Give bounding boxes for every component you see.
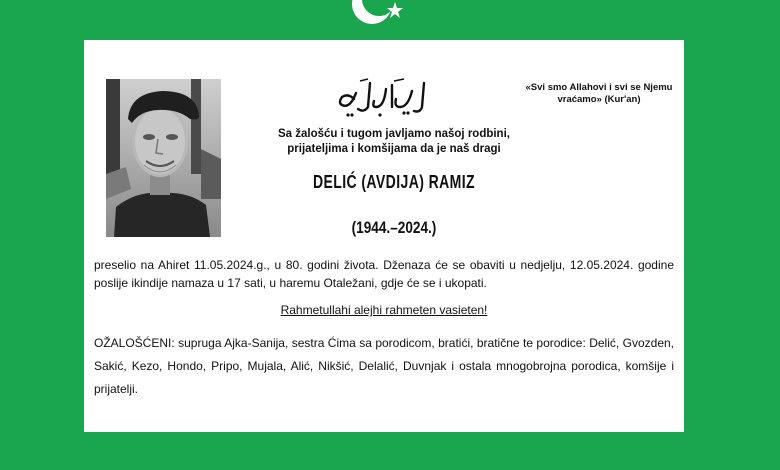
svg-text:اِرْتَحَلَ دَارِبَقَا: اِرْتَحَلَ دَارِبَقَا xyxy=(334,77,340,78)
announcement-text: preselio na Ahiret 11.05.2024.g., u 80. godini života. Dženaza će se obaviti u nedjelju, 12.05.2024. godine poslije ikindije namaza u 17 sati, u haremu Otaležani, gdje će se i ukopati. xyxy=(94,258,674,290)
deceased-name: DELIĆ (AVDIJA) RAMIZ xyxy=(313,172,475,192)
quote-source: (Kur'an) xyxy=(604,94,641,105)
quran-quote xyxy=(524,82,674,106)
crescent-star-icon xyxy=(348,0,414,34)
mourners-block xyxy=(94,332,674,401)
intro-line-1: Sa žalošću i tugom javljamo našoj rodbini, xyxy=(278,128,510,140)
prayer-text: Rahmetullahi alejhi rahmeten vasieten! xyxy=(280,303,488,317)
intro-line-2: prijateljima i komšijama da je naš dragi xyxy=(287,143,501,155)
quote-text: «Svi smo Allahovi i svi se Njemu vraćamo» xyxy=(525,82,673,105)
mourners-label: OŽALOŠĆENI: xyxy=(94,336,175,350)
mourners-text: supruga Ajka-Sanija, sestra Ćima sa porodicom, bratići, bratične te porodice: Delić, Gvozden, Sakić, Kezo, Hondo, Pripo, Mujala, Alić, Nikšić, Delalić, Duvnjak i ostala mnogobrojna porodica, komšije i prijatelji. xyxy=(94,336,674,396)
obituary-card xyxy=(84,40,684,432)
portrait-photo xyxy=(106,79,221,237)
deceased-years: (1944.–2024.) xyxy=(351,218,437,237)
arabic-calligraphy xyxy=(334,77,430,121)
intro-text xyxy=(254,127,534,157)
calligraphy-glyph xyxy=(334,77,430,121)
